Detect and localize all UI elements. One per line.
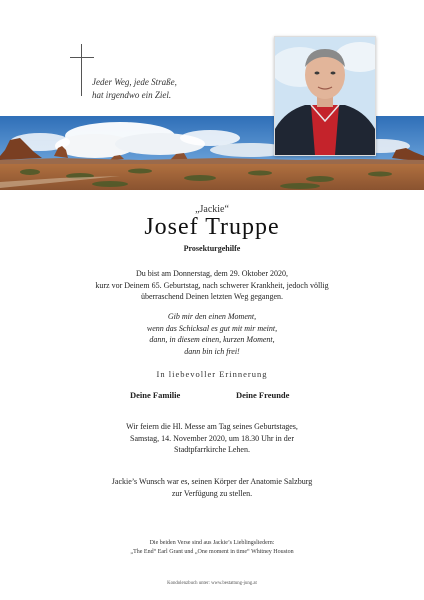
signature-friends: Deine Freunde: [236, 390, 290, 400]
announcement-line: kurz vor Deinem 65. Geburtstag, nach schwerer Krankheit, jedoch völlig: [95, 280, 329, 290]
deceased-name: Josef Truppe: [144, 214, 280, 240]
occupation: Prosekturgehilfe: [183, 244, 241, 253]
nickname: „Jackie“: [195, 204, 229, 215]
poem-line: Gib mir den einen Moment,: [167, 312, 257, 321]
wish-text: [0, 476, 424, 499]
song-credits-line: Die beiden Verse sind aus Jackie’s Lieblingsliedern:: [149, 540, 275, 546]
cross-icon: [81, 44, 82, 96]
motto: [92, 76, 177, 102]
mass-line: Wir feiern die Hl. Messe am Tag seines Geburtstages,: [126, 422, 298, 431]
condolence-book-link[interactable]: Kondolenzbuch unter: www.bestattung-jung.at: [167, 581, 257, 586]
wish-line: Jackie’s Wunsch war es, seinen Körper der Anatomie Salzburg: [111, 477, 313, 486]
announcement-line: Du bist am Donnerstag, dem 29. Oktober 2020,: [136, 269, 288, 278]
wish-line: zur Verfügung zu stellen.: [171, 488, 253, 498]
poem: [0, 311, 424, 357]
portrait-photo: [274, 36, 376, 156]
cross-icon-bar: [70, 57, 94, 58]
motto-line: Jeder Weg, jede Straße,: [92, 77, 177, 87]
signature-family: Deine Familie: [130, 390, 181, 400]
mass-line: Stadtpfarrkirche Lehen.: [174, 445, 250, 454]
announcement-line: überraschend Deinen letzten Weg gegangen.: [140, 292, 284, 301]
poem-line: wenn das Schicksal es gut mit mir meint,: [146, 323, 278, 333]
mass-info: [0, 421, 424, 456]
memory-heading: In liebevoller Erinnerung: [156, 369, 268, 379]
poem-line: dann bin ich frei!: [184, 346, 240, 356]
poem-line: dann, in diesem einen, kurzen Moment,: [149, 335, 275, 344]
motto-line: hat irgendwo ein Ziel.: [92, 90, 172, 100]
announcement-text: [0, 268, 424, 303]
song-credits: [0, 539, 424, 557]
song-credits-line: „The End“ Earl Grant und „One moment in time“ Whitney Houston: [130, 549, 294, 555]
mass-line: Samstag, 14. November 2020, um 18.30 Uhr in der: [130, 433, 294, 443]
